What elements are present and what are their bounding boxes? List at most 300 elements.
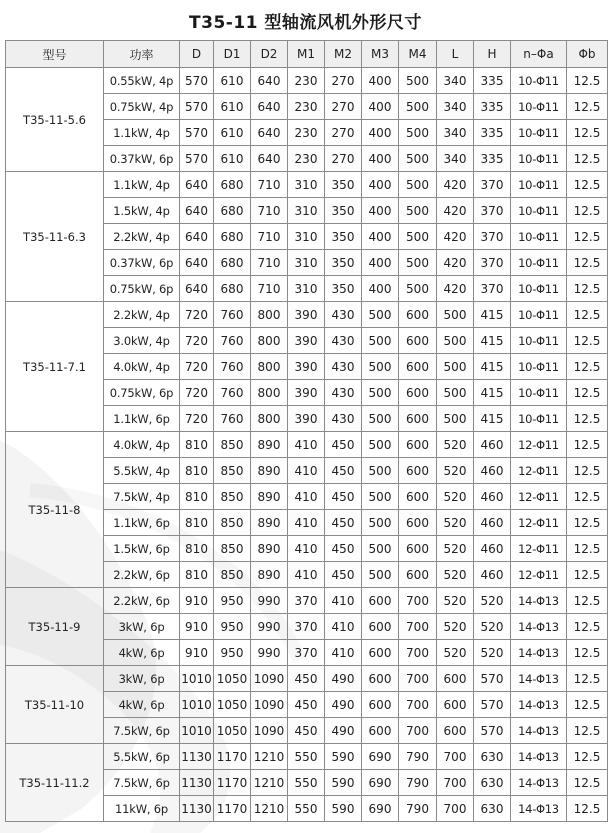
l-cell: 420 [437,276,474,302]
m4-cell: 500 [399,276,437,302]
d-cell: 810 [180,562,214,588]
model-cell: T35-11-9 [6,588,104,666]
model-cell: T35-11-7.1 [6,302,104,432]
h-cell: 570 [474,718,511,744]
h-cell: 630 [474,796,511,822]
phi-b-cell: 12.5 [567,666,608,692]
d2-cell: 800 [251,406,288,432]
power-cell: 2.2kW, 6p [104,562,180,588]
m3-cell: 600 [362,718,399,744]
holes-cell: 10-Φ11 [511,276,567,302]
l-cell: 520 [437,640,474,666]
d-cell: 640 [180,198,214,224]
holes-cell: 12-Φ11 [511,484,567,510]
holes-cell: 10-Φ11 [511,198,567,224]
model-cell: T35-11-11.2 [6,744,104,822]
m3-cell: 400 [362,68,399,94]
d-cell: 1010 [180,666,214,692]
d1-cell: 680 [214,172,251,198]
header-row [6,41,608,68]
d2-cell: 640 [251,146,288,172]
h-cell: 370 [474,224,511,250]
h-cell: 520 [474,640,511,666]
d1-cell: 680 [214,250,251,276]
l-cell: 520 [437,484,474,510]
h-cell: 370 [474,250,511,276]
d1-cell: 610 [214,68,251,94]
m1-cell: 450 [288,666,325,692]
m3-cell: 600 [362,640,399,666]
m4-cell: 500 [399,68,437,94]
l-cell: 520 [437,510,474,536]
l-cell: 500 [437,328,474,354]
m3-cell: 500 [362,328,399,354]
d2-cell: 990 [251,614,288,640]
table-header [6,41,608,68]
h-cell: 460 [474,510,511,536]
d2-cell: 990 [251,588,288,614]
d-cell: 810 [180,484,214,510]
h-cell: 460 [474,458,511,484]
l-cell: 700 [437,770,474,796]
m4-cell: 700 [399,588,437,614]
power-cell: 1.5kW, 6p [104,536,180,562]
m2-cell: 270 [325,94,362,120]
h-cell: 335 [474,68,511,94]
holes-cell: 10-Φ11 [511,406,567,432]
power-cell: 4.0kW, 4p [104,354,180,380]
m3-cell: 500 [362,484,399,510]
h-cell: 460 [474,562,511,588]
d1-cell: 950 [214,614,251,640]
d1-cell: 680 [214,276,251,302]
m2-cell: 410 [325,588,362,614]
m2-cell: 450 [325,562,362,588]
phi-b-cell: 12.5 [567,146,608,172]
m4-cell: 790 [399,744,437,770]
m1-cell: 550 [288,796,325,822]
l-cell: 340 [437,146,474,172]
m2-cell: 430 [325,328,362,354]
phi-b-cell: 12.5 [567,510,608,536]
m3-cell: 400 [362,224,399,250]
d2-cell: 1210 [251,744,288,770]
d2-cell: 800 [251,328,288,354]
d-cell: 570 [180,146,214,172]
m4-cell: 600 [399,406,437,432]
phi-b-cell: 12.5 [567,68,608,94]
power-cell: 2.2kW, 4p [104,224,180,250]
model-cell: T35-11-10 [6,666,104,744]
power-cell: 5.5kW, 6p [104,744,180,770]
d1-cell: 610 [214,146,251,172]
d-cell: 570 [180,68,214,94]
d1-cell: 850 [214,536,251,562]
holes-cell: 14-Φ13 [511,666,567,692]
phi-b-cell: 12.5 [567,406,608,432]
d-cell: 720 [180,354,214,380]
l-cell: 520 [437,458,474,484]
m3-cell: 500 [362,380,399,406]
table-row [6,68,608,94]
header-power: 功率 [104,41,180,68]
m3-cell: 690 [362,744,399,770]
d-cell: 1130 [180,796,214,822]
d1-cell: 1170 [214,744,251,770]
header-holes: n–Φa [511,41,567,68]
m4-cell: 600 [399,432,437,458]
d-cell: 570 [180,120,214,146]
power-cell: 1.1kW, 6p [104,406,180,432]
m2-cell: 590 [325,770,362,796]
l-cell: 420 [437,198,474,224]
m1-cell: 310 [288,224,325,250]
d-cell: 810 [180,458,214,484]
power-cell: 1.1kW, 4p [104,172,180,198]
d1-cell: 1050 [214,692,251,718]
h-cell: 335 [474,94,511,120]
m3-cell: 400 [362,146,399,172]
m2-cell: 430 [325,302,362,328]
m4-cell: 600 [399,328,437,354]
header-m1: M1 [288,41,325,68]
d2-cell: 990 [251,640,288,666]
phi-b-cell: 12.5 [567,302,608,328]
d-cell: 910 [180,640,214,666]
l-cell: 340 [437,120,474,146]
power-cell: 1.1kW, 6p [104,510,180,536]
m2-cell: 450 [325,510,362,536]
holes-cell: 10-Φ11 [511,328,567,354]
l-cell: 500 [437,302,474,328]
power-cell: 3.0kW, 4p [104,328,180,354]
d2-cell: 640 [251,120,288,146]
m3-cell: 400 [362,120,399,146]
h-cell: 570 [474,692,511,718]
m4-cell: 600 [399,484,437,510]
d2-cell: 890 [251,458,288,484]
l-cell: 420 [437,250,474,276]
d1-cell: 680 [214,224,251,250]
holes-cell: 14-Φ13 [511,718,567,744]
m1-cell: 410 [288,562,325,588]
l-cell: 500 [437,354,474,380]
d-cell: 720 [180,328,214,354]
phi-b-cell: 12.5 [567,640,608,666]
d1-cell: 610 [214,94,251,120]
m3-cell: 500 [362,354,399,380]
m4-cell: 600 [399,562,437,588]
table-row [6,666,608,692]
d-cell: 1130 [180,744,214,770]
holes-cell: 10-Φ11 [511,94,567,120]
phi-b-cell: 12.5 [567,94,608,120]
m1-cell: 410 [288,432,325,458]
phi-b-cell: 12.5 [567,120,608,146]
phi-b-cell: 12.5 [567,588,608,614]
m2-cell: 350 [325,224,362,250]
m3-cell: 690 [362,796,399,822]
phi-b-cell: 12.5 [567,198,608,224]
holes-cell: 12-Φ11 [511,458,567,484]
m2-cell: 270 [325,68,362,94]
m1-cell: 370 [288,614,325,640]
power-cell: 2.2kW, 6p [104,588,180,614]
d-cell: 810 [180,432,214,458]
d2-cell: 800 [251,302,288,328]
m2-cell: 430 [325,406,362,432]
h-cell: 520 [474,614,511,640]
d1-cell: 850 [214,562,251,588]
m2-cell: 410 [325,640,362,666]
header-l: L [437,41,474,68]
power-cell: 7.5kW, 6p [104,770,180,796]
m2-cell: 450 [325,432,362,458]
m2-cell: 410 [325,614,362,640]
d2-cell: 1210 [251,796,288,822]
m1-cell: 310 [288,198,325,224]
holes-cell: 14-Φ13 [511,770,567,796]
h-cell: 520 [474,588,511,614]
model-cell: T35-11-8 [6,432,104,588]
header-model: 型号 [6,41,104,68]
d1-cell: 950 [214,640,251,666]
power-cell: 1.1kW, 4p [104,120,180,146]
m2-cell: 490 [325,692,362,718]
d1-cell: 760 [214,380,251,406]
m2-cell: 350 [325,250,362,276]
h-cell: 370 [474,172,511,198]
power-cell: 4kW, 6p [104,692,180,718]
phi-b-cell: 12.5 [567,172,608,198]
m4-cell: 600 [399,536,437,562]
l-cell: 340 [437,94,474,120]
m2-cell: 430 [325,380,362,406]
m1-cell: 310 [288,276,325,302]
h-cell: 370 [474,276,511,302]
h-cell: 630 [474,744,511,770]
power-cell: 4kW, 6p [104,640,180,666]
d1-cell: 760 [214,354,251,380]
m1-cell: 390 [288,328,325,354]
power-cell: 1.5kW, 4p [104,198,180,224]
m3-cell: 500 [362,562,399,588]
holes-cell: 14-Φ13 [511,640,567,666]
m1-cell: 450 [288,718,325,744]
m3-cell: 690 [362,770,399,796]
table-row [6,588,608,614]
power-cell: 0.55kW, 4p [104,68,180,94]
m4-cell: 790 [399,796,437,822]
holes-cell: 10-Φ11 [511,172,567,198]
holes-cell: 10-Φ11 [511,380,567,406]
h-cell: 460 [474,536,511,562]
d2-cell: 710 [251,224,288,250]
d1-cell: 1050 [214,666,251,692]
power-cell: 0.37kW, 6p [104,250,180,276]
d-cell: 640 [180,172,214,198]
fan-dimensions-table [5,40,608,822]
holes-cell: 14-Φ13 [511,588,567,614]
l-cell: 520 [437,432,474,458]
m1-cell: 410 [288,536,325,562]
h-cell: 335 [474,120,511,146]
phi-b-cell: 12.5 [567,770,608,796]
h-cell: 415 [474,328,511,354]
m2-cell: 450 [325,484,362,510]
m2-cell: 350 [325,198,362,224]
page-title: T35-11 型轴流风机外形尺寸 [189,13,422,33]
m4-cell: 500 [399,224,437,250]
d1-cell: 1170 [214,770,251,796]
d-cell: 910 [180,588,214,614]
d-cell: 810 [180,510,214,536]
d1-cell: 1050 [214,718,251,744]
m4-cell: 500 [399,250,437,276]
phi-b-cell: 12.5 [567,692,608,718]
m3-cell: 600 [362,588,399,614]
l-cell: 420 [437,224,474,250]
header-d2: D2 [251,41,288,68]
holes-cell: 14-Φ13 [511,692,567,718]
holes-cell: 10-Φ11 [511,120,567,146]
m1-cell: 390 [288,302,325,328]
power-cell: 3kW, 6p [104,614,180,640]
phi-b-cell: 12.5 [567,614,608,640]
d2-cell: 890 [251,536,288,562]
m1-cell: 230 [288,120,325,146]
d2-cell: 640 [251,94,288,120]
m4-cell: 700 [399,666,437,692]
model-cell: T35-11-5.6 [6,68,104,172]
holes-cell: 10-Φ11 [511,224,567,250]
m1-cell: 390 [288,406,325,432]
m4-cell: 700 [399,640,437,666]
m2-cell: 350 [325,276,362,302]
m4-cell: 500 [399,172,437,198]
m1-cell: 410 [288,484,325,510]
h-cell: 415 [474,406,511,432]
header-m2: M2 [325,41,362,68]
table-row [6,172,608,198]
m3-cell: 600 [362,666,399,692]
phi-b-cell: 12.5 [567,224,608,250]
l-cell: 600 [437,666,474,692]
d2-cell: 890 [251,484,288,510]
m1-cell: 310 [288,172,325,198]
table-row [6,432,608,458]
d-cell: 1010 [180,718,214,744]
d1-cell: 1170 [214,796,251,822]
l-cell: 520 [437,588,474,614]
h-cell: 630 [474,770,511,796]
m2-cell: 350 [325,172,362,198]
d2-cell: 1210 [251,770,288,796]
phi-b-cell: 12.5 [567,744,608,770]
m4-cell: 790 [399,770,437,796]
header-m4: M4 [399,41,437,68]
phi-b-cell: 12.5 [567,432,608,458]
d-cell: 640 [180,224,214,250]
l-cell: 420 [437,172,474,198]
power-cell: 0.75kW, 6p [104,276,180,302]
d-cell: 720 [180,302,214,328]
m4-cell: 600 [399,302,437,328]
m3-cell: 400 [362,276,399,302]
l-cell: 500 [437,380,474,406]
m4-cell: 500 [399,198,437,224]
table-row [6,744,608,770]
phi-b-cell: 12.5 [567,250,608,276]
h-cell: 415 [474,380,511,406]
holes-cell: 14-Φ13 [511,614,567,640]
m3-cell: 600 [362,692,399,718]
m3-cell: 400 [362,94,399,120]
m2-cell: 490 [325,718,362,744]
power-cell: 0.37kW, 6p [104,146,180,172]
holes-cell: 10-Φ11 [511,250,567,276]
m1-cell: 230 [288,146,325,172]
m4-cell: 500 [399,146,437,172]
m4-cell: 600 [399,510,437,536]
table-body [6,68,608,822]
l-cell: 700 [437,744,474,770]
d1-cell: 850 [214,484,251,510]
power-cell: 3kW, 6p [104,666,180,692]
d2-cell: 800 [251,354,288,380]
h-cell: 415 [474,354,511,380]
m2-cell: 270 [325,120,362,146]
holes-cell: 12-Φ11 [511,510,567,536]
h-cell: 335 [474,146,511,172]
d2-cell: 890 [251,562,288,588]
holes-cell: 10-Φ11 [511,146,567,172]
m1-cell: 390 [288,380,325,406]
holes-cell: 10-Φ11 [511,302,567,328]
m3-cell: 400 [362,172,399,198]
holes-cell: 14-Φ13 [511,796,567,822]
d2-cell: 710 [251,198,288,224]
d2-cell: 1090 [251,666,288,692]
d1-cell: 760 [214,302,251,328]
m4-cell: 600 [399,380,437,406]
h-cell: 460 [474,432,511,458]
m1-cell: 370 [288,588,325,614]
model-cell: T35-11-6.3 [6,172,104,302]
phi-b-cell: 12.5 [567,458,608,484]
h-cell: 570 [474,666,511,692]
power-cell: 7.5kW, 4p [104,484,180,510]
header-d: D [180,41,214,68]
d-cell: 720 [180,406,214,432]
holes-cell: 12-Φ11 [511,432,567,458]
header-m3: M3 [362,41,399,68]
power-cell: 7.5kW, 6p [104,718,180,744]
phi-b-cell: 12.5 [567,718,608,744]
l-cell: 700 [437,796,474,822]
m3-cell: 500 [362,302,399,328]
m4-cell: 700 [399,718,437,744]
h-cell: 370 [474,198,511,224]
d2-cell: 710 [251,250,288,276]
l-cell: 600 [437,692,474,718]
d2-cell: 800 [251,380,288,406]
l-cell: 500 [437,406,474,432]
h-cell: 460 [474,484,511,510]
power-cell: 2.2kW, 4p [104,302,180,328]
power-cell: 11kW, 6p [104,796,180,822]
holes-cell: 10-Φ11 [511,68,567,94]
